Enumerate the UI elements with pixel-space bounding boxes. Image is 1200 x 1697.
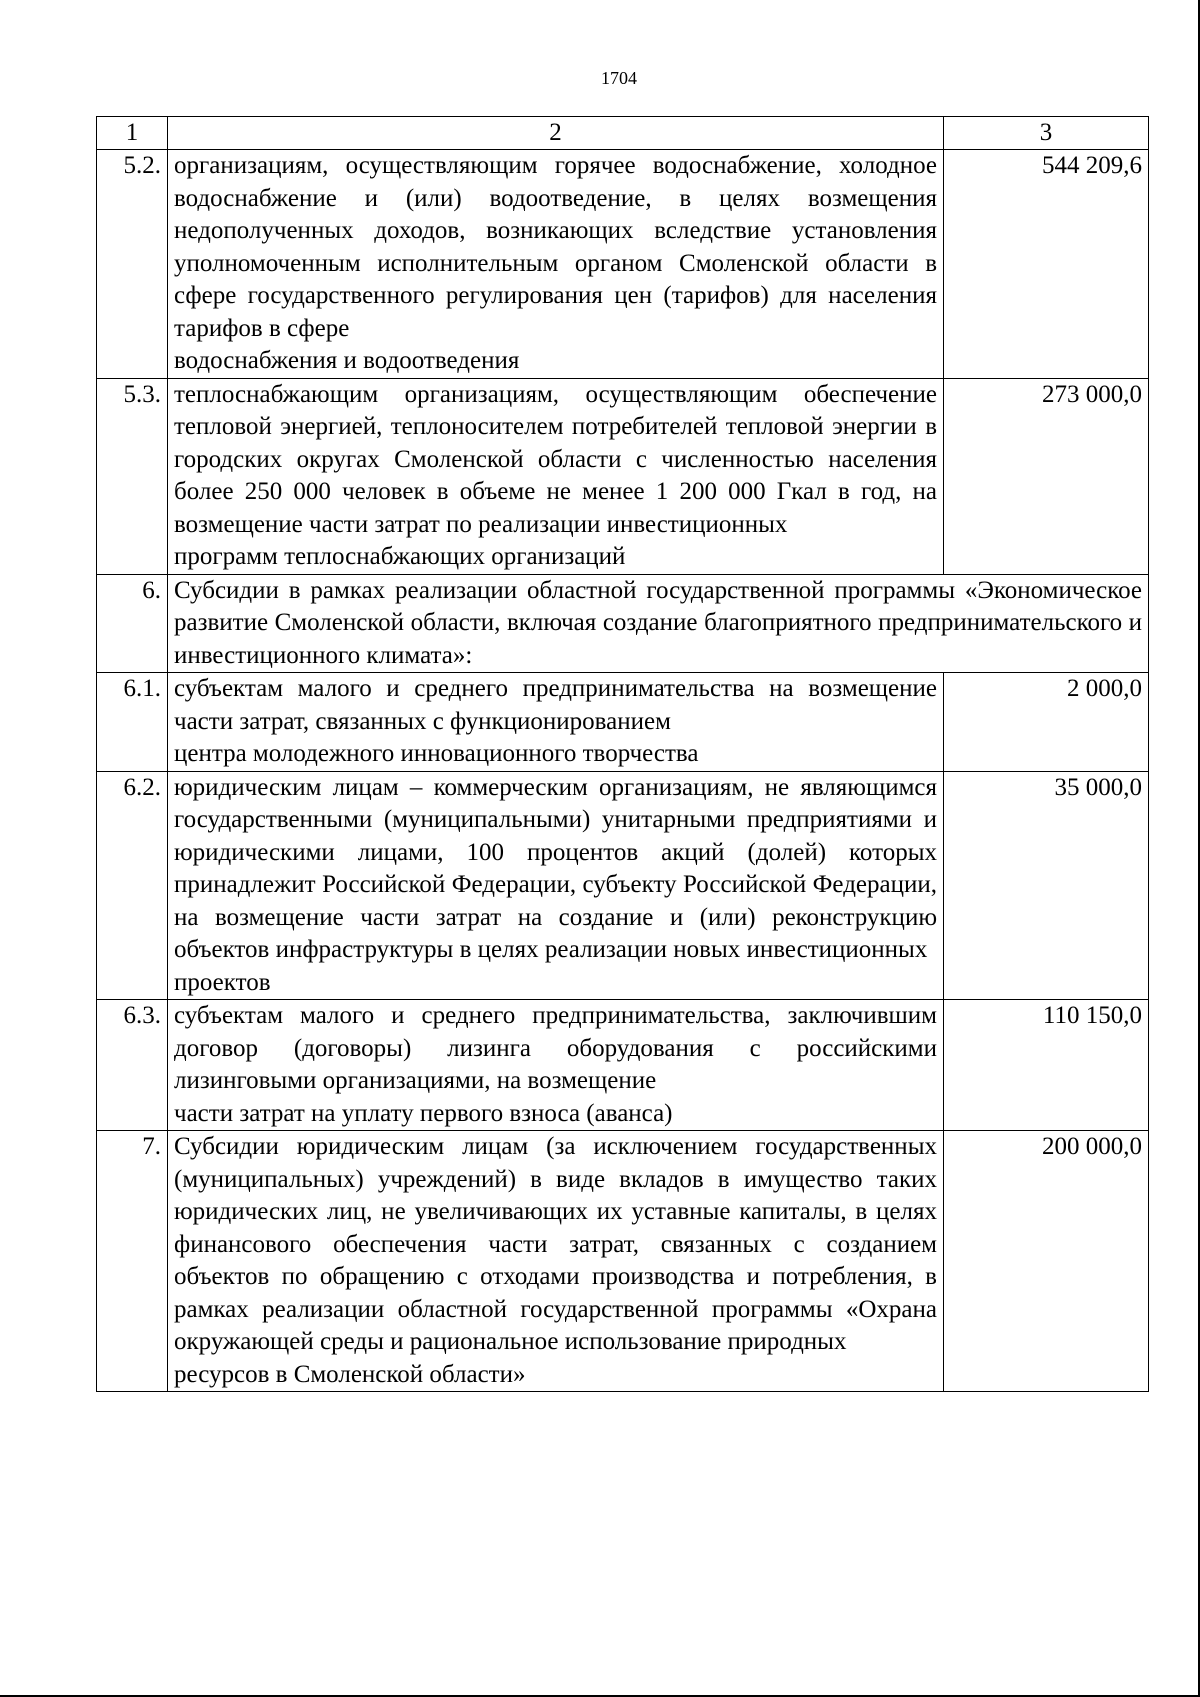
table-row-5-2 bbox=[97, 150, 1149, 379]
row-number: 6.2. bbox=[97, 771, 168, 1000]
row-description-last-line: центра молодежного инновационного творчества bbox=[174, 740, 699, 767]
row-description bbox=[168, 378, 944, 574]
column-header-1: 1 bbox=[97, 117, 168, 150]
row-number: 6.3. bbox=[97, 1000, 168, 1131]
row-amount: 35 000,0 bbox=[944, 771, 1149, 1000]
row-number: 5.3. bbox=[97, 378, 168, 574]
table-row-6-3 bbox=[97, 1000, 1149, 1131]
row-description-text: Субсидии в рамках реализации областной государственной программы «Экономическое развитие Смоленской области, включая создание bbox=[174, 576, 1142, 636]
row-description bbox=[168, 771, 944, 1000]
row-number: 7. bbox=[97, 1131, 168, 1392]
row-description bbox=[168, 1131, 944, 1392]
row-amount: 273 000,0 bbox=[944, 378, 1149, 574]
table-row-6-2 bbox=[97, 771, 1149, 1000]
table-row-6-1 bbox=[97, 673, 1149, 772]
row-description-last-line: программ теплоснабжающих организаций bbox=[174, 543, 626, 570]
row-description bbox=[168, 1000, 944, 1131]
row-description bbox=[168, 673, 944, 772]
table-row-6 bbox=[97, 574, 1149, 673]
page-number: 1704 bbox=[601, 68, 637, 88]
row-description-last-line: благоприятного предпринимательского и инвестиционного климата»: bbox=[174, 609, 1142, 669]
row-amount: 544 209,6 bbox=[944, 150, 1149, 379]
row-amount: 110 150,0 bbox=[944, 1000, 1149, 1131]
row-number: 5.2. bbox=[97, 150, 168, 379]
appropriations-table bbox=[96, 116, 1149, 1392]
row-description-text: теплоснабжающим организациям, осуществляющим обеспечение тепловой энергией, теплоносителем потребителей тепловой энергии в городских округах Смоленской области с численностью населения более 250 000 человек в объеме не менее 1 200 000 Гкал в год, на возмещение части затрат по реализации инвестиционных bbox=[174, 380, 937, 538]
column-header-3: 3 bbox=[944, 117, 1149, 150]
row-number: 6. bbox=[97, 574, 168, 673]
row-description bbox=[168, 150, 944, 379]
row-description-text: организациям, осуществляющим горячее водоснабжение, холодное водоснабжение и (или) водоотведение, в целях возмещения недополученных доходов, возникающих вследствие установления уполномоченным исполнительным органом Смоленской области в сфере государственного регулирования цен (тарифов) для населения тарифов в сфере bbox=[174, 152, 937, 342]
row-description-last-line: проектов bbox=[174, 968, 271, 996]
row-number: 6.1. bbox=[97, 673, 168, 772]
table-row-5-3 bbox=[97, 378, 1149, 574]
row-description-last-line: ресурсов в Смоленской области» bbox=[174, 1360, 526, 1388]
table-header-row bbox=[97, 117, 1149, 150]
column-header-2: 2 bbox=[168, 117, 944, 150]
row-description bbox=[168, 574, 1149, 673]
row-description-text: юридическим лицам – коммерческим организациям, не являющимся государственными (муниципальными) унитарными предприятиями и юридическими лицами, 100 процентов акций (долей) которых принадлежит Российской Федерации, субъекту Российской Федерации, на возмещение части затрат на создание и (или) реконструкцию объектов инфраструктуры в целях реализации новых инвестиционных bbox=[174, 773, 937, 963]
row-amount: 2 000,0 bbox=[944, 673, 1149, 772]
row-description-last-line: водоснабжения и водоотведения bbox=[174, 347, 520, 374]
row-description-text: субъектам малого и среднего предпринимательства на возмещение части затрат, связанных с функционированием bbox=[174, 675, 937, 735]
row-description-text: субъектам малого и среднего предпринимательства, заключившим договор (договоры) лизинга оборудования с российскими лизинговыми организациями, на возмещение bbox=[174, 1002, 937, 1094]
row-description-last-line: части затрат на уплату первого взноса (аванса) bbox=[174, 1099, 673, 1127]
row-amount: 200 000,0 bbox=[944, 1131, 1149, 1392]
table-row-7 bbox=[97, 1131, 1149, 1392]
row-description-text: Субсидии юридическим лицам (за исключением государственных (муниципальных) учреждений) в виде вкладов в имущество таких юридических лиц, не увеличивающих их уставные капиталы, в целях финансового обеспечения части затрат, связанных с созданием объектов по обращению с отходами производства и потребления, в рамках реализации областной государственной программы «Охрана окружающей среды и рациональное использование природных bbox=[174, 1133, 937, 1355]
